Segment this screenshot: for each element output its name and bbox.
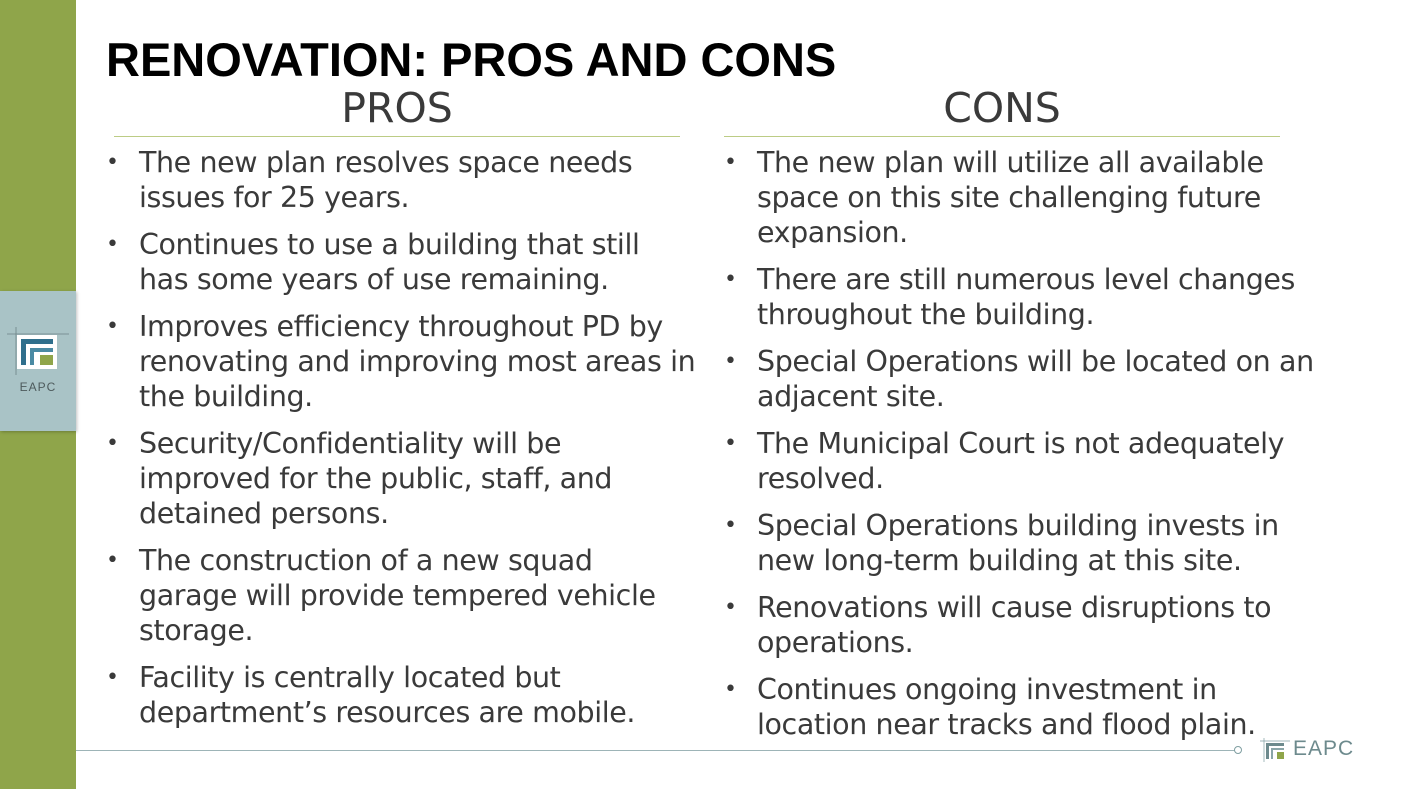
cons-item-text: There are still numerous level changes throughout the building. xyxy=(757,263,1295,331)
pros-item xyxy=(106,426,696,531)
bullet-dot: • xyxy=(106,232,119,257)
pros-item-text: Security/Confidentiality will be improved for the public, staff, and detained persons. xyxy=(139,427,613,530)
cons-item-text: The new plan will utilize all available space on this site challenging future expansion. xyxy=(757,146,1264,249)
cons-item-text: Special Operations will be located on an adjacent site. xyxy=(757,345,1314,413)
bullet-dot: • xyxy=(106,665,119,690)
pros-item xyxy=(106,309,696,414)
bullet-dot: • xyxy=(106,548,119,573)
bullet-dot: • xyxy=(724,513,737,538)
cons-item xyxy=(724,344,1324,414)
bullet-dot: • xyxy=(724,677,737,702)
cons-item-text: The Municipal Court is not adequately resolved. xyxy=(757,427,1285,495)
cons-item xyxy=(724,590,1324,660)
pros-heading: PROS xyxy=(114,80,680,137)
pros-item xyxy=(106,660,696,730)
pros-item-text: Improves efficiency throughout PD by renovating and improving most areas in the building. xyxy=(139,310,696,413)
bullet-dot: • xyxy=(106,150,119,175)
bullet-dot: • xyxy=(106,431,119,456)
side-logo-tab xyxy=(0,291,76,431)
pros-item-text: Continues to use a building that still has some years of use remaining. xyxy=(139,228,640,296)
side-logo-text: EAPC xyxy=(19,380,57,394)
cons-item xyxy=(724,672,1324,742)
pros-item xyxy=(106,227,696,297)
pros-item-text: Facility is centrally located but department’s resources are mobile. xyxy=(139,661,636,729)
pros-item-text: The construction of a new squad garage will provide tempered vehicle storage. xyxy=(139,544,656,647)
cons-item xyxy=(724,426,1324,496)
footer-divider-endpoint xyxy=(1234,746,1242,754)
pros-list xyxy=(106,145,696,730)
cons-item xyxy=(724,145,1324,250)
bullet-dot: • xyxy=(724,431,737,456)
pros-item xyxy=(106,543,696,648)
bullet-dot: • xyxy=(724,267,737,292)
footer-divider xyxy=(76,750,1236,751)
cons-item xyxy=(724,262,1324,332)
cons-item-text: Special Operations building invests in new long-term building at this site. xyxy=(757,509,1279,577)
pros-item xyxy=(106,145,696,215)
pros-item-text: The new plan resolves space needs issues for 25 years. xyxy=(139,146,633,214)
bullet-dot: • xyxy=(106,314,119,339)
cons-item-text: Continues ongoing investment in location near tracks and flood plain. xyxy=(757,673,1256,741)
bullet-dot: • xyxy=(724,349,737,374)
cons-item xyxy=(724,508,1324,578)
cons-column xyxy=(724,80,1324,754)
eapc-logo-icon xyxy=(1260,738,1290,762)
footer-logo-text: EAPC xyxy=(1293,737,1355,760)
cons-item-text: Renovations will cause disruptions to operations. xyxy=(757,591,1272,659)
slide-title: RENOVATION: PROS AND CONS xyxy=(106,33,837,86)
pros-column xyxy=(106,80,696,742)
eapc-logo-icon xyxy=(7,327,69,375)
bullet-dot: • xyxy=(724,595,737,620)
cons-list xyxy=(724,145,1324,742)
bullet-dot: • xyxy=(724,150,737,175)
cons-heading: CONS xyxy=(724,80,1280,137)
